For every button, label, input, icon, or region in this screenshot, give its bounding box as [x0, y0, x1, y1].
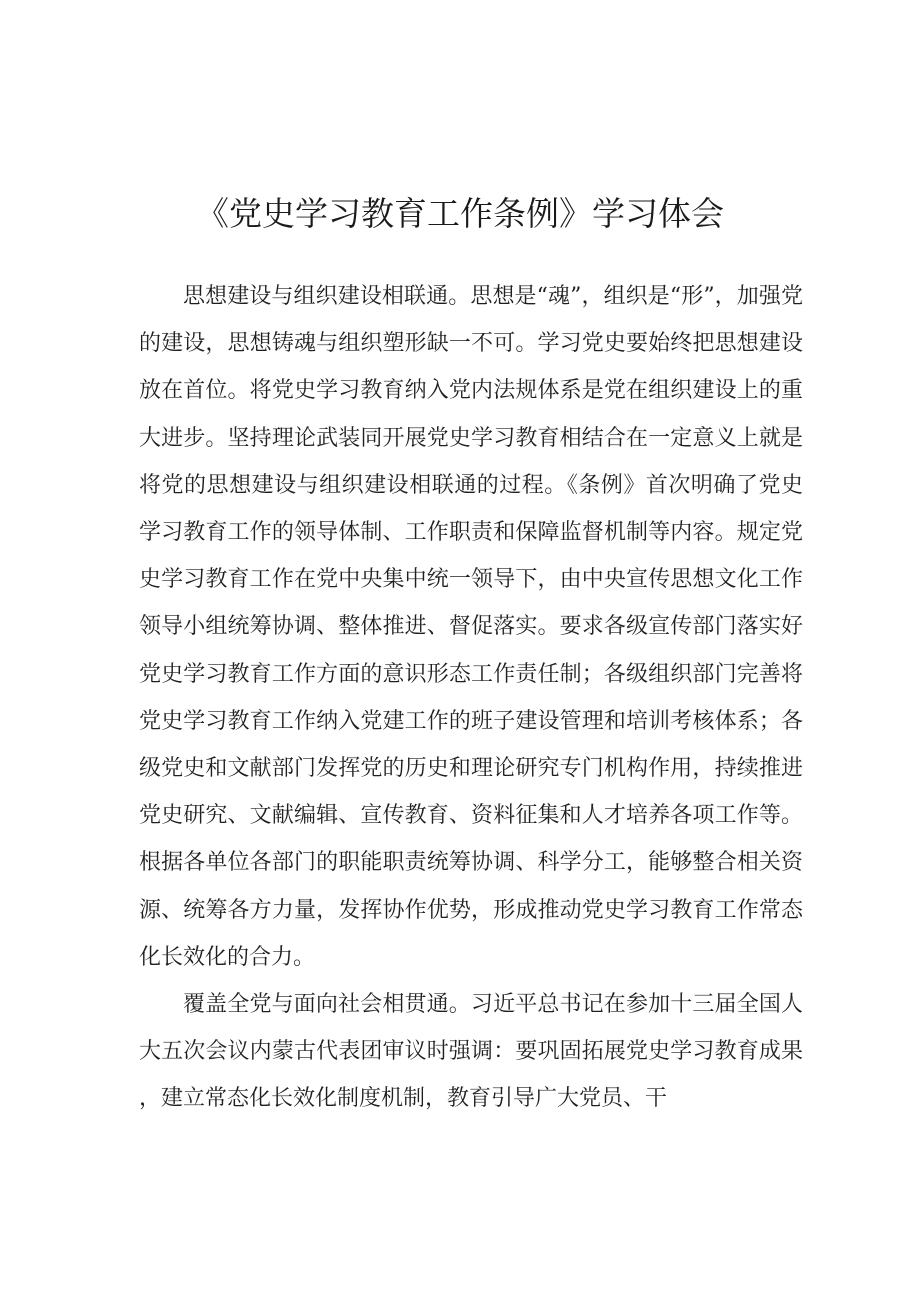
- paragraph: 覆盖全党与面向社会相贯通。习近平总书记在参加十三届全国人大五次会议内蒙古代表团审议时强调：要巩固拓展党史学习教育成果，建立常态化长效化制度机制，教育引导广大党员、干: [139, 992, 803, 1112]
- paragraph: 思想建设与组织建设相联通。思想是“魂”，组织是“形”，加强党的建设，思想铸魂与组织塑形缺一不可。学习党史要始终把思想建设放在首位。将党史学习教育纳入党内法规体系是党在组织建设上的重大进步。坚持理论武装同开展党史学习教育相结合在一定意义上就是将党的思想建设与组织建设相联通的过程。《条例》首次明确了党史学习教育工作的领导体制、工作职责和保障监督机制等内容。规定党史学习教育工作在党中央集中统一领导下，由中央宣传思想文化工作领导小组统筹协调、整体推进、督促落实。要求各级宣传部门落实好党史学习教育工作方面的意识形态工作责任制；各级组织部门完善将党史学习教育工作纳入党建工作的班子建设管理和培训考核体系；各级党史和文献部门发挥党的历史和理论研究专门机构作用，持续推进党史研究、文献编辑、宣传教育、资料征集和人才培养各项工作等。根据各单位各部门的职能职责统筹协调、科学分工，能够整合相关资源、统筹各方力量，发挥协作优势，形成推动党史学习教育工作常态化长效化的合力。: [139, 284, 803, 970]
- document-body: [139, 273, 803, 1123]
- document-title: 《党史学习教育工作条例》学习体会: [196, 194, 724, 234]
